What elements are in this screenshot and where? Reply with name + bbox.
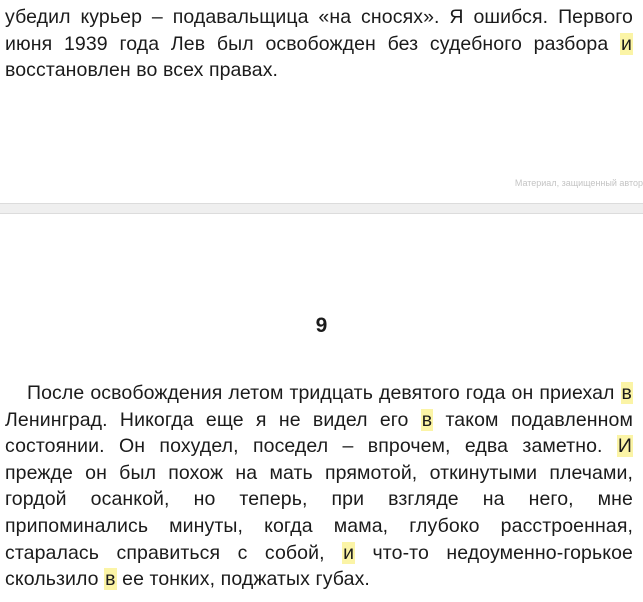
search-highlight: в <box>621 382 632 404</box>
top-paragraph <box>5 4 633 84</box>
search-highlight: в <box>421 408 433 431</box>
text-run: что-то недоуменно-горькое скользило <box>5 541 633 591</box>
search-highlight: И <box>617 435 632 458</box>
text-run: Ленинград. Никогда еще я не видел его <box>5 408 421 431</box>
text-run: После освобождения летом тридцать девятого года он приехал <box>27 382 621 404</box>
chapter-number: 9 <box>315 314 328 337</box>
text-run: убедил курьер – подавальщица «на сносях». Я ошибся. Первого июня 1939 года Лев был освобожден без судебного разбора <box>5 6 633 55</box>
page-top <box>0 0 643 203</box>
page-separator <box>0 203 643 214</box>
text-run: ее тонких, поджатых губах. <box>116 568 370 591</box>
text-run: восстановлен во всех правах. <box>5 59 279 82</box>
text-run: таком подавленном состоянии. Он похудел, поседел – впрочем, едва заметно. <box>5 408 633 458</box>
bottom-paragraph <box>5 380 633 593</box>
watermark: Материал, защищенный автор <box>514 178 643 188</box>
page-bottom <box>0 214 643 602</box>
search-highlight: и <box>343 541 355 564</box>
text-run: прежде он был похож на мать прямотой, откинутыми плечами, гордой осанкой, но теперь, при взгляде на него, мне припоминались минуты, когда мама, глубоко расстроенная, старалась справиться с собой, <box>5 461 633 564</box>
search-highlight: и <box>621 32 632 55</box>
search-highlight: в <box>105 568 116 591</box>
